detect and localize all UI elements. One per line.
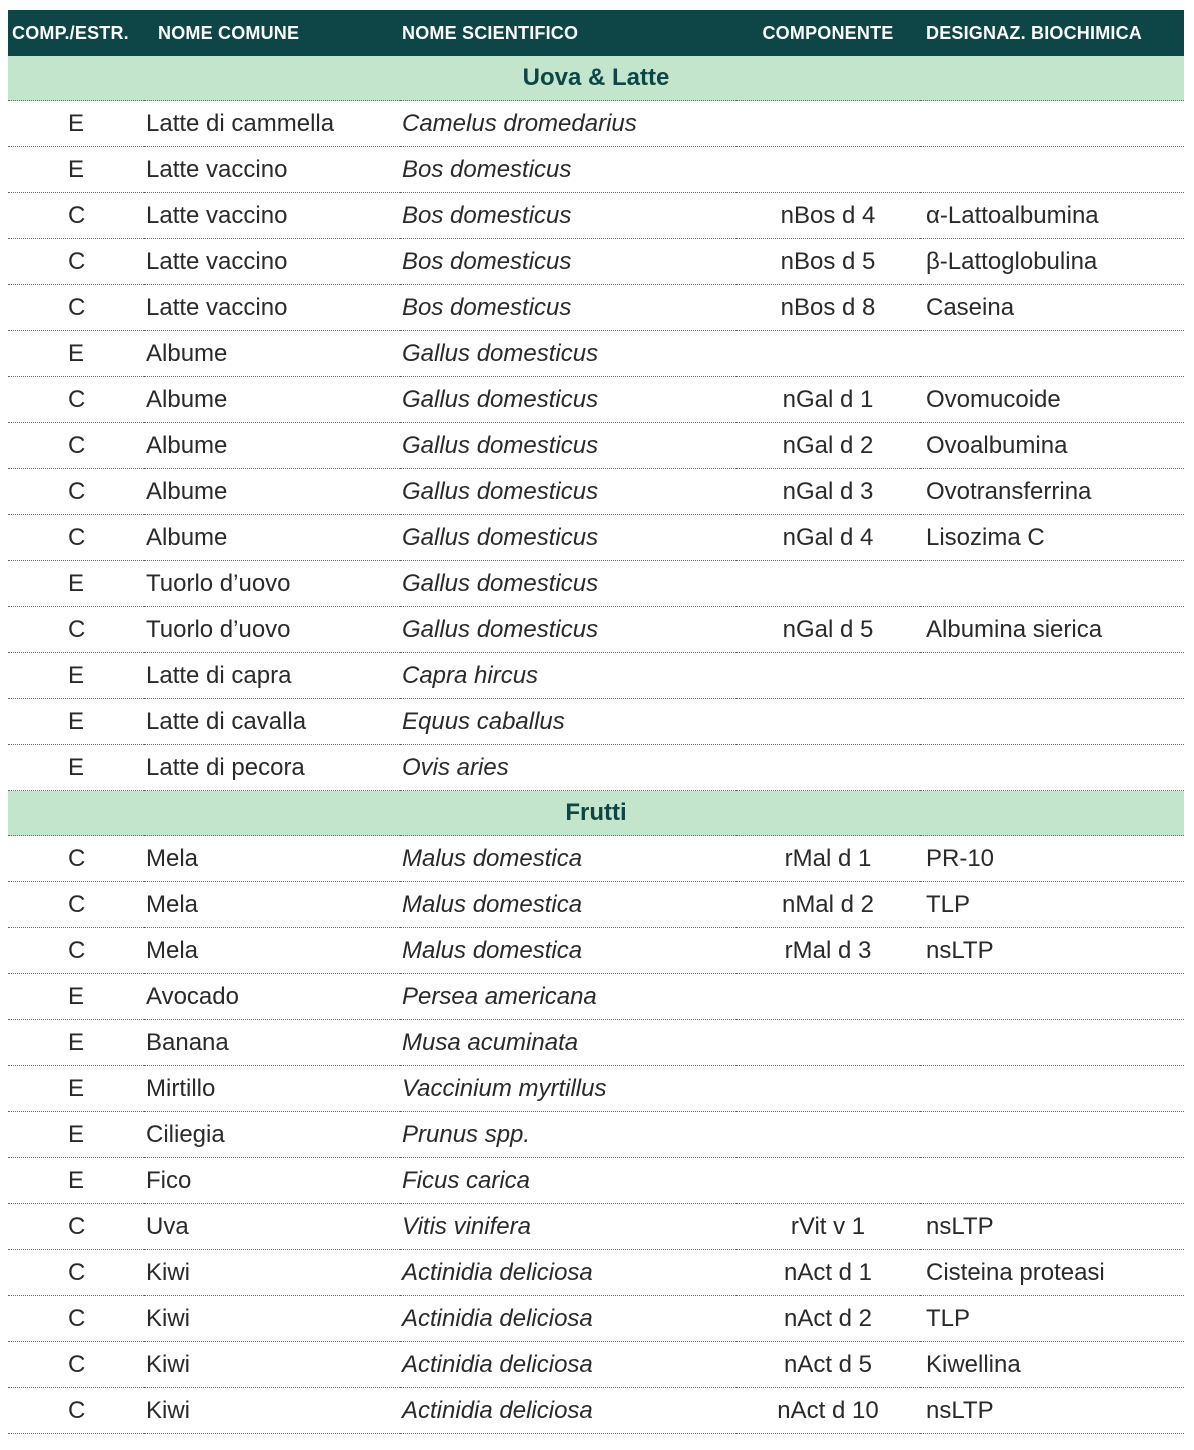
cell-nome-scientifico: Gallus domesticus <box>400 423 736 469</box>
cell-nome-scientifico: Camelus dromedarius <box>400 101 736 147</box>
cell-comp-estr: E <box>8 1112 144 1158</box>
cell-designazione: nsLTP <box>920 928 1184 974</box>
cell-nome-scientifico: Equus caballus <box>400 699 736 745</box>
cell-comp-estr: E <box>8 147 144 193</box>
cell-comp-estr: C <box>8 469 144 515</box>
cell-nome-scientifico: Gallus domesticus <box>400 607 736 653</box>
cell-componente <box>736 745 920 791</box>
table-body <box>8 56 1184 1434</box>
cell-nome-scientifico: Musa acuminata <box>400 1020 736 1066</box>
cell-nome-scientifico: Bos domesticus <box>400 147 736 193</box>
cell-comp-estr: C <box>8 836 144 882</box>
cell-nome-comune: Albume <box>144 515 400 561</box>
cell-componente: nGal d 1 <box>736 377 920 423</box>
cell-comp-estr: E <box>8 974 144 1020</box>
cell-nome-scientifico: Malus domestica <box>400 882 736 928</box>
cell-designazione <box>920 147 1184 193</box>
cell-nome-scientifico: Gallus domesticus <box>400 561 736 607</box>
table-row <box>8 101 1184 147</box>
cell-comp-estr: C <box>8 882 144 928</box>
cell-nome-comune: Uva <box>144 1204 400 1250</box>
cell-designazione: α-Lattoalbumina <box>920 193 1184 239</box>
cell-nome-comune: Mela <box>144 882 400 928</box>
cell-comp-estr: C <box>8 1296 144 1342</box>
cell-componente: nGal d 3 <box>736 469 920 515</box>
section-title: Frutti <box>8 791 1184 836</box>
cell-componente: nAct d 5 <box>736 1342 920 1388</box>
cell-componente <box>736 699 920 745</box>
cell-comp-estr: E <box>8 1020 144 1066</box>
cell-designazione: PR-10 <box>920 836 1184 882</box>
table-row <box>8 836 1184 882</box>
cell-comp-estr: C <box>8 1342 144 1388</box>
table-row <box>8 745 1184 791</box>
cell-designazione: Ovotransferrina <box>920 469 1184 515</box>
cell-designazione <box>920 1066 1184 1112</box>
cell-designazione: nsLTP <box>920 1388 1184 1434</box>
cell-componente <box>736 147 920 193</box>
cell-nome-comune: Ciliegia <box>144 1112 400 1158</box>
cell-comp-estr: C <box>8 607 144 653</box>
cell-nome-comune: Mela <box>144 928 400 974</box>
table-row <box>8 515 1184 561</box>
cell-designazione <box>920 331 1184 377</box>
cell-nome-scientifico: Malus domestica <box>400 836 736 882</box>
cell-nome-comune: Latte vaccino <box>144 147 400 193</box>
cell-designazione: Ovoalbumina <box>920 423 1184 469</box>
cell-nome-scientifico: Malus domestica <box>400 928 736 974</box>
cell-nome-comune: Fico <box>144 1158 400 1204</box>
cell-nome-comune: Kiwi <box>144 1342 400 1388</box>
cell-componente <box>736 1066 920 1112</box>
header-row <box>8 10 1184 56</box>
cell-componente: nAct d 2 <box>736 1296 920 1342</box>
allergen-table <box>8 10 1184 1434</box>
cell-designazione: Lisozima C <box>920 515 1184 561</box>
table-row <box>8 1296 1184 1342</box>
cell-designazione: Ovomucoide <box>920 377 1184 423</box>
table-row <box>8 331 1184 377</box>
cell-nome-comune: Albume <box>144 331 400 377</box>
cell-designazione <box>920 561 1184 607</box>
cell-componente: rMal d 3 <box>736 928 920 974</box>
cell-designazione: Caseina <box>920 285 1184 331</box>
cell-nome-scientifico: Actinidia deliciosa <box>400 1342 736 1388</box>
cell-comp-estr: E <box>8 653 144 699</box>
section-row <box>8 56 1184 101</box>
cell-designazione <box>920 699 1184 745</box>
cell-comp-estr: C <box>8 423 144 469</box>
table-row <box>8 1342 1184 1388</box>
cell-nome-comune: Albume <box>144 377 400 423</box>
cell-componente: rVit v 1 <box>736 1204 920 1250</box>
cell-nome-scientifico: Ficus carica <box>400 1158 736 1204</box>
cell-componente: nBos d 8 <box>736 285 920 331</box>
cell-nome-comune: Kiwi <box>144 1250 400 1296</box>
cell-designazione <box>920 101 1184 147</box>
cell-designazione: TLP <box>920 1296 1184 1342</box>
cell-nome-comune: Latte vaccino <box>144 285 400 331</box>
cell-comp-estr: C <box>8 1388 144 1434</box>
cell-nome-scientifico: Prunus spp. <box>400 1112 736 1158</box>
cell-comp-estr: E <box>8 101 144 147</box>
cell-designazione: Cisteina proteasi <box>920 1250 1184 1296</box>
cell-comp-estr: E <box>8 699 144 745</box>
cell-nome-scientifico: Actinidia deliciosa <box>400 1250 736 1296</box>
cell-nome-scientifico: Vaccinium myrtillus <box>400 1066 736 1112</box>
cell-componente: nGal d 4 <box>736 515 920 561</box>
column-header-nome-comune: NOME COMUNE <box>144 10 400 56</box>
table-row <box>8 1066 1184 1112</box>
cell-designazione: Kiwellina <box>920 1342 1184 1388</box>
cell-nome-comune: Banana <box>144 1020 400 1066</box>
cell-comp-estr: C <box>8 1204 144 1250</box>
cell-componente <box>736 653 920 699</box>
column-header-comp: COMP./ESTR. <box>8 10 144 56</box>
table-row <box>8 285 1184 331</box>
cell-nome-scientifico: Actinidia deliciosa <box>400 1388 736 1434</box>
cell-designazione: nsLTP <box>920 1204 1184 1250</box>
cell-nome-scientifico: Ovis aries <box>400 745 736 791</box>
cell-componente: nBos d 5 <box>736 239 920 285</box>
cell-componente: nGal d 5 <box>736 607 920 653</box>
table-row <box>8 193 1184 239</box>
cell-comp-estr: E <box>8 561 144 607</box>
cell-nome-comune: Kiwi <box>144 1388 400 1434</box>
section-row <box>8 791 1184 836</box>
table-row <box>8 1158 1184 1204</box>
table-row <box>8 377 1184 423</box>
cell-nome-comune: Latte di cammella <box>144 101 400 147</box>
table-row <box>8 974 1184 1020</box>
cell-componente: nAct d 1 <box>736 1250 920 1296</box>
cell-comp-estr: E <box>8 1066 144 1112</box>
cell-componente: nAct d 10 <box>736 1388 920 1434</box>
table-row <box>8 1112 1184 1158</box>
cell-nome-comune: Latte di capra <box>144 653 400 699</box>
cell-nome-comune: Albume <box>144 469 400 515</box>
cell-componente <box>736 1112 920 1158</box>
cell-componente: nBos d 4 <box>736 193 920 239</box>
cell-nome-scientifico: Gallus domesticus <box>400 331 736 377</box>
column-header-componente: COMPONENTE <box>736 10 920 56</box>
table-row <box>8 653 1184 699</box>
cell-componente: rMal d 1 <box>736 836 920 882</box>
table-row <box>8 1020 1184 1066</box>
cell-designazione <box>920 1020 1184 1066</box>
cell-componente <box>736 331 920 377</box>
allergen-table-sheet <box>8 10 1184 1434</box>
cell-componente <box>736 1020 920 1066</box>
table-header <box>8 10 1184 56</box>
table-row <box>8 699 1184 745</box>
cell-comp-estr: C <box>8 285 144 331</box>
cell-comp-estr: E <box>8 331 144 377</box>
cell-comp-estr: C <box>8 193 144 239</box>
table-row <box>8 928 1184 974</box>
table-row <box>8 239 1184 285</box>
cell-comp-estr: C <box>8 377 144 423</box>
cell-nome-scientifico: Gallus domesticus <box>400 469 736 515</box>
cell-nome-comune: Kiwi <box>144 1296 400 1342</box>
cell-nome-comune: Latte vaccino <box>144 239 400 285</box>
cell-componente <box>736 101 920 147</box>
cell-comp-estr: C <box>8 515 144 561</box>
cell-nome-comune: Tuorlo d’uovo <box>144 607 400 653</box>
cell-nome-comune: Latte di cavalla <box>144 699 400 745</box>
cell-nome-comune: Mirtillo <box>144 1066 400 1112</box>
cell-comp-estr: C <box>8 239 144 285</box>
cell-componente: nGal d 2 <box>736 423 920 469</box>
cell-designazione <box>920 653 1184 699</box>
cell-nome-scientifico: Capra hircus <box>400 653 736 699</box>
cell-comp-estr: C <box>8 928 144 974</box>
cell-designazione: TLP <box>920 882 1184 928</box>
cell-nome-scientifico: Actinidia deliciosa <box>400 1296 736 1342</box>
cell-nome-comune: Tuorlo d’uovo <box>144 561 400 607</box>
cell-nome-comune: Albume <box>144 423 400 469</box>
table-row <box>8 1388 1184 1434</box>
section-title: Uova & Latte <box>8 56 1184 101</box>
cell-designazione: β-Lattoglobulina <box>920 239 1184 285</box>
cell-comp-estr: C <box>8 1250 144 1296</box>
cell-nome-scientifico: Bos domesticus <box>400 285 736 331</box>
cell-nome-comune: Avocado <box>144 974 400 1020</box>
cell-nome-scientifico: Bos domesticus <box>400 239 736 285</box>
column-header-nome-scientifico: NOME SCIENTIFICO <box>400 10 736 56</box>
cell-designazione <box>920 1112 1184 1158</box>
cell-nome-comune: Latte vaccino <box>144 193 400 239</box>
cell-designazione: Albumina sierica <box>920 607 1184 653</box>
cell-componente: nMal d 2 <box>736 882 920 928</box>
table-row <box>8 423 1184 469</box>
cell-nome-scientifico: Bos domesticus <box>400 193 736 239</box>
column-header-designazione: DESIGNAZ. BIOCHIMICA <box>920 10 1184 56</box>
table-row <box>8 561 1184 607</box>
cell-componente <box>736 974 920 1020</box>
table-row <box>8 882 1184 928</box>
cell-comp-estr: E <box>8 745 144 791</box>
table-row <box>8 147 1184 193</box>
cell-componente <box>736 561 920 607</box>
cell-nome-scientifico: Gallus domesticus <box>400 515 736 561</box>
cell-nome-comune: Mela <box>144 836 400 882</box>
cell-nome-scientifico: Persea americana <box>400 974 736 1020</box>
table-row <box>8 1250 1184 1296</box>
table-row <box>8 1204 1184 1250</box>
cell-nome-scientifico: Gallus domesticus <box>400 377 736 423</box>
cell-designazione <box>920 1158 1184 1204</box>
cell-designazione <box>920 974 1184 1020</box>
cell-nome-comune: Latte di pecora <box>144 745 400 791</box>
table-row <box>8 469 1184 515</box>
cell-nome-scientifico: Vitis vinifera <box>400 1204 736 1250</box>
cell-comp-estr: E <box>8 1158 144 1204</box>
cell-designazione <box>920 745 1184 791</box>
table-row <box>8 607 1184 653</box>
cell-componente <box>736 1158 920 1204</box>
